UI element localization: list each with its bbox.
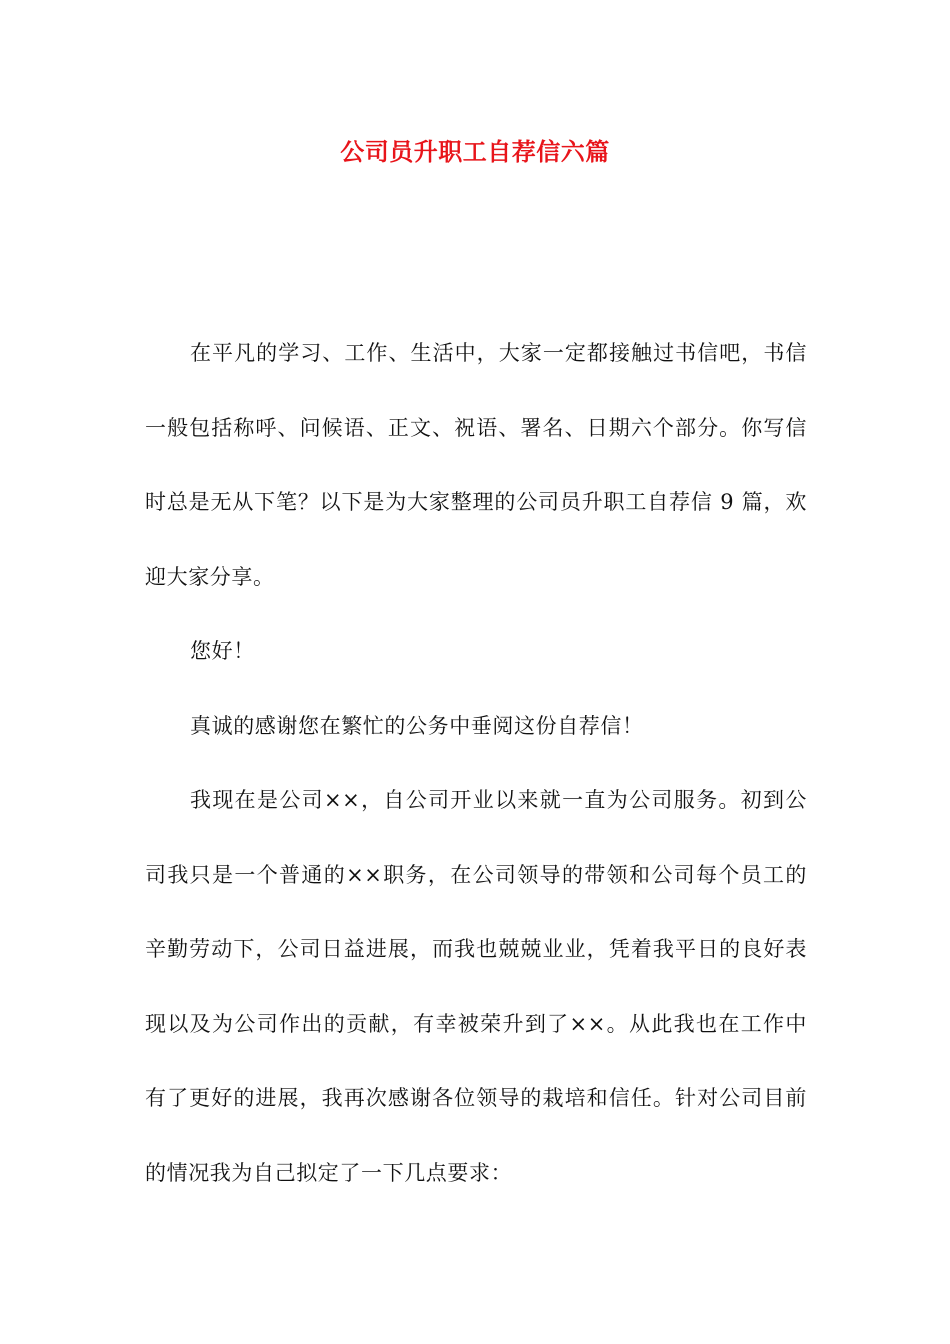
paragraph-main: 我现在是公司××，自公司开业以来就一直为公司服务。初到公司我只是一个普通的××职务，在公司领导的带领和公司每个员工的辛勤劳动下，公司日益进展，而我也兢兢业业，凭着我平日的良好表现以及为公司作出的贡献，有幸被荣升到了××。从此我也在工作中有了更好的进展，我再次感谢各位领导的栽培和信任。针对公司目前的情况我为自己拟定了一下几点要求： <box>145 788 807 1185</box>
document-title: 公司员升职工自荐信六篇 <box>340 138 610 166</box>
paragraph-greeting: 您好！ <box>190 639 255 663</box>
paragraph-intro: 在平凡的学习、工作、生活中，大家一定都接触过书信吧，书信一般包括称呼、问候语、正文、祝语、署名、日期六个部分。你写信时总是无从下笔？以下是为大家整理的公司员升职工自荐信 9 篇，欢迎大家分享。 <box>145 341 807 589</box>
paragraph-thanks: 真诚的感谢您在繁忙的公务中垂阅这份自荐信！ <box>190 713 644 738</box>
document-body <box>145 316 807 1210</box>
